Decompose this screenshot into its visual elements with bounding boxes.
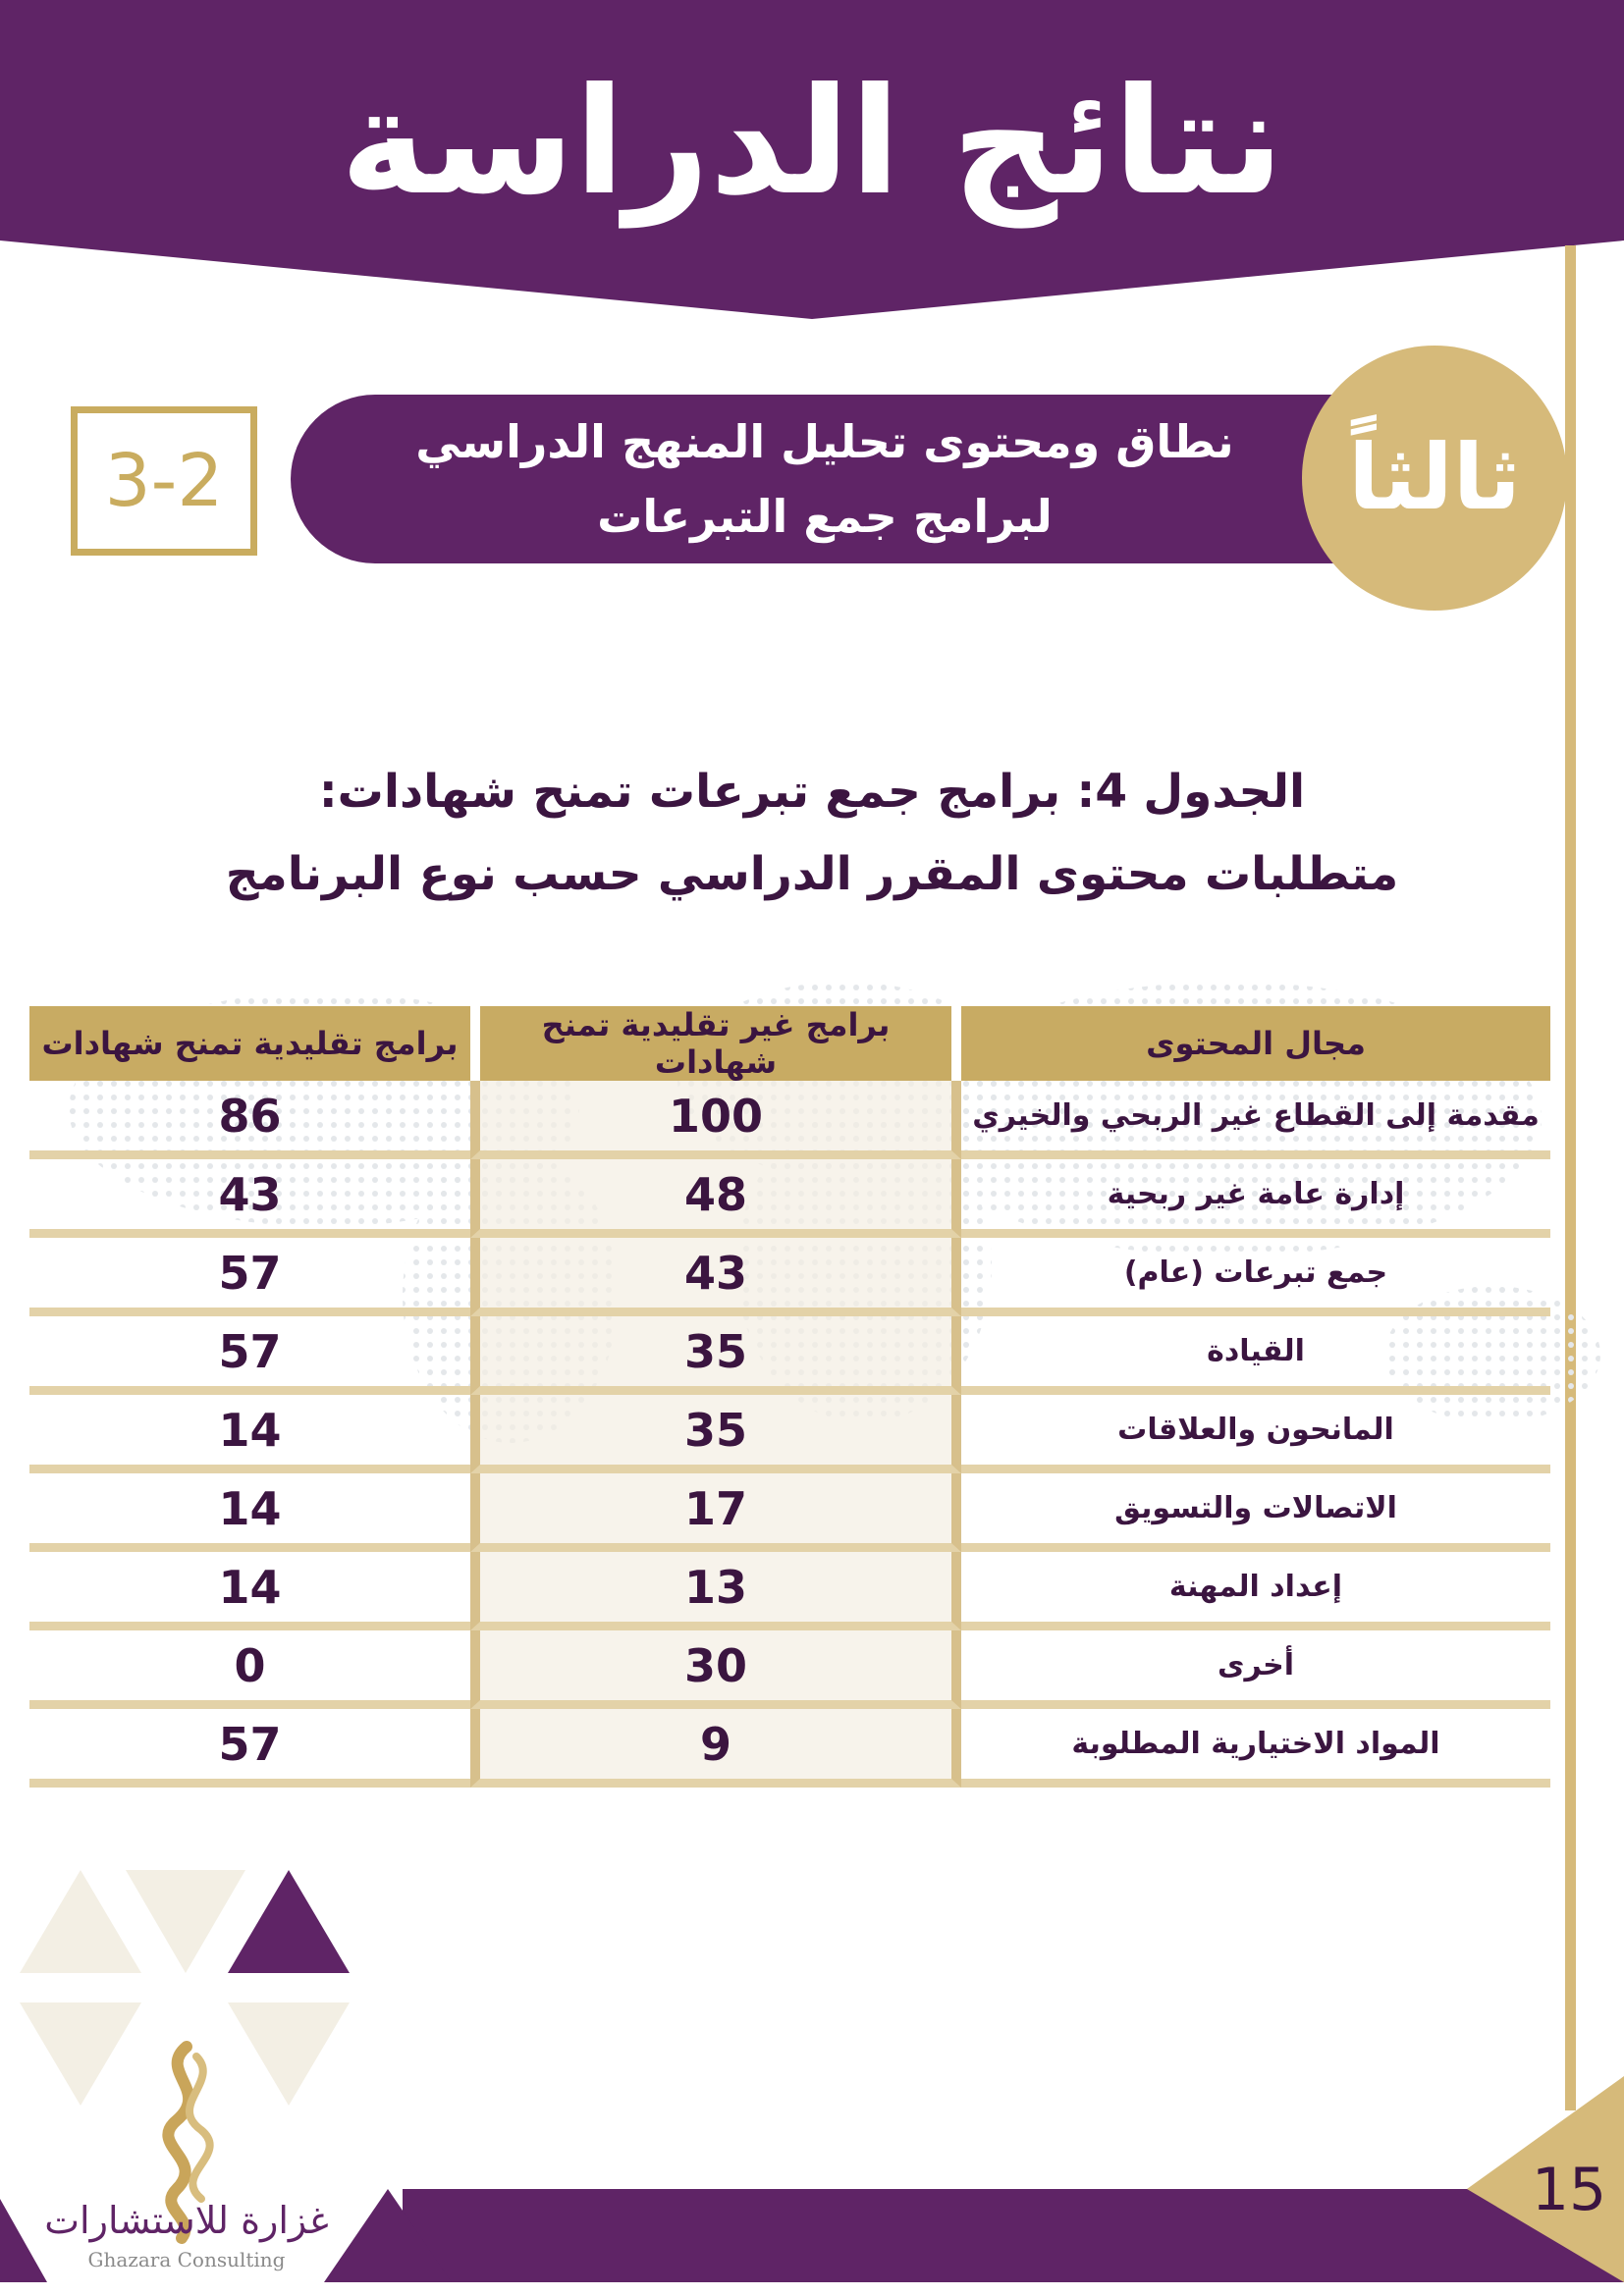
table-row xyxy=(29,1709,1550,1788)
nontraditional-value-cell: 100 xyxy=(470,1081,961,1159)
content-area-cell: جمع تبرعات (عام) xyxy=(961,1238,1550,1316)
traditional-value-cell: 57 xyxy=(29,1238,470,1316)
nontraditional-value-cell: 9 xyxy=(470,1709,961,1788)
decorative-triangle xyxy=(20,2002,141,2106)
table-caption-line2: متطلبات محتوى المقرر الدراسي حسب نوع البرنامج xyxy=(225,847,1399,901)
column-header-content-area: مجال المحتوى xyxy=(961,1006,1550,1081)
traditional-value-cell: 14 xyxy=(29,1395,470,1473)
table-row xyxy=(29,1552,1550,1630)
table-row xyxy=(29,1630,1550,1709)
content-area-cell: أخرى xyxy=(961,1630,1550,1709)
logo-wordmark-arabic: غزارة للاستشارات xyxy=(44,2199,329,2242)
traditional-value-cell: 0 xyxy=(29,1630,470,1709)
footer-band xyxy=(403,2189,1624,2282)
table-row xyxy=(29,1081,1550,1159)
traditional-value-cell: 86 xyxy=(29,1081,470,1159)
nontraditional-value-cell: 48 xyxy=(470,1159,961,1238)
traditional-value-cell: 57 xyxy=(29,1709,470,1788)
column-header-traditional: برامج تقليدية تمنح شهادات xyxy=(29,1006,470,1081)
table-row xyxy=(29,1159,1550,1238)
table-header-row xyxy=(29,1006,1550,1081)
table-row xyxy=(29,1238,1550,1316)
table-row xyxy=(29,1316,1550,1395)
page-number: 15 xyxy=(1531,2156,1607,2224)
traditional-value-cell: 14 xyxy=(29,1473,470,1552)
content-area-cell: المواد الاختيارية المطلوبة xyxy=(961,1709,1550,1788)
decorative-triangle xyxy=(228,1870,350,1973)
page-title: نتائج الدراسة xyxy=(340,57,1284,228)
content-area-cell: المانحون والعلاقات xyxy=(961,1395,1550,1473)
content-area-cell: إعداد المهنة xyxy=(961,1552,1550,1630)
column-header-nontraditional: برامج غير تقليدية تمنح شهادات xyxy=(470,1006,961,1081)
table-caption-line1: الجدول 4: برامج جمع تبرعات تمنح شهادات: xyxy=(318,765,1306,819)
table-caption xyxy=(98,751,1526,916)
decorative-triangle xyxy=(20,1870,141,1973)
section-title xyxy=(334,404,1316,554)
section-title-line2: لبرامج جمع التبرعات xyxy=(597,490,1053,543)
section-title-line1: نطاق ومحتوى تحليل المنهج الدراسي xyxy=(415,415,1234,468)
logo-wordmark-english: Ghazara Consulting xyxy=(87,2248,286,2271)
traditional-value-cell: 43 xyxy=(29,1159,470,1238)
content-area-cell: الاتصالات والتسويق xyxy=(961,1473,1550,1552)
content-area-cell: مقدمة إلى القطاع غير الربحي والخيري xyxy=(961,1081,1550,1159)
section-code-box: 3-2 xyxy=(71,406,257,556)
nontraditional-value-cell: 30 xyxy=(470,1630,961,1709)
course-content-table xyxy=(29,1006,1550,1788)
table-row xyxy=(29,1473,1550,1552)
decorative-triangle xyxy=(228,2002,350,2106)
content-area-cell: إدارة عامة غير ربحية xyxy=(961,1159,1550,1238)
nontraditional-value-cell: 17 xyxy=(470,1473,961,1552)
decorative-triangle xyxy=(126,1870,245,1973)
traditional-value-cell: 57 xyxy=(29,1316,470,1395)
table-row xyxy=(29,1395,1550,1473)
nontraditional-value-cell: 43 xyxy=(470,1238,961,1316)
content-area-cell: القيادة xyxy=(961,1316,1550,1395)
nontraditional-value-cell: 35 xyxy=(470,1316,961,1395)
traditional-value-cell: 14 xyxy=(29,1552,470,1630)
nontraditional-value-cell: 35 xyxy=(470,1395,961,1473)
section-ordinal: ثالثاً xyxy=(1348,425,1521,530)
nontraditional-value-cell: 13 xyxy=(470,1552,961,1630)
